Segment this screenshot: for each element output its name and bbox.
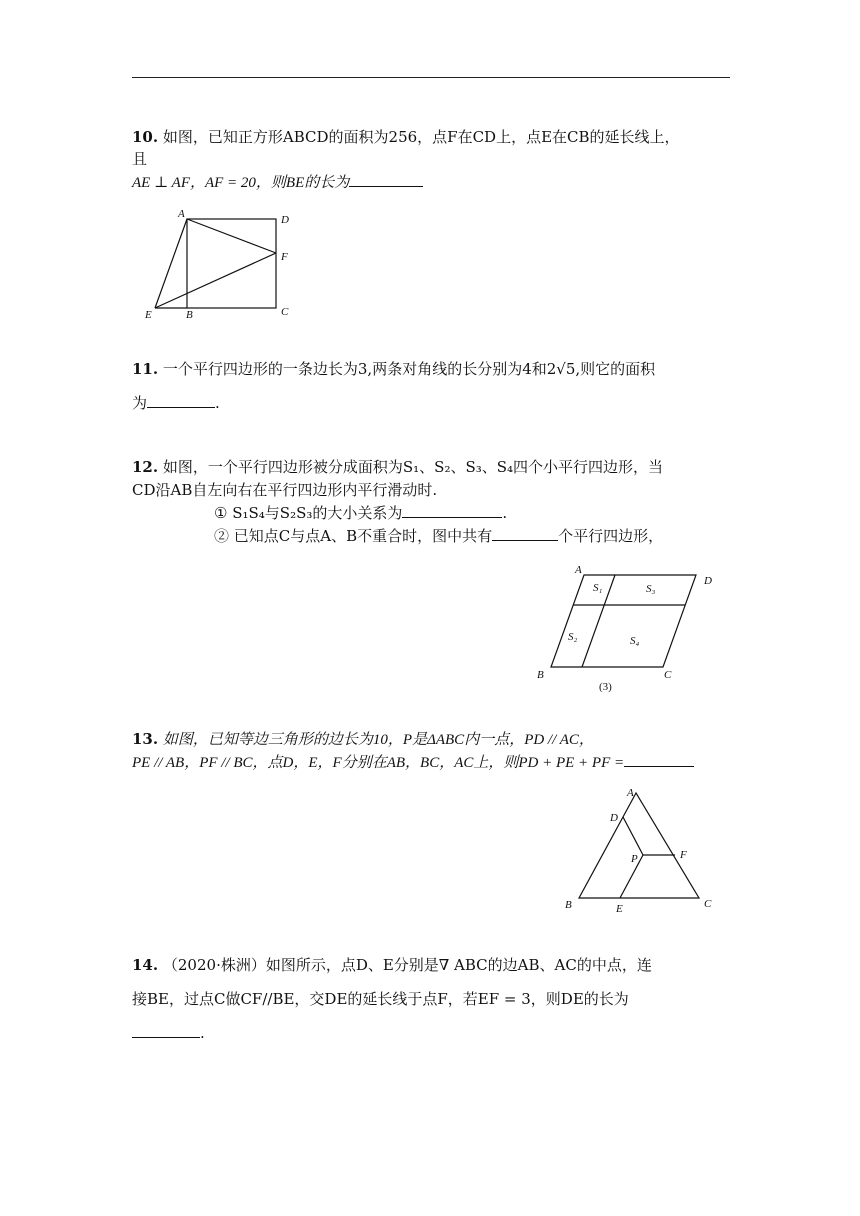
q10-figure-square	[140, 205, 300, 325]
q12-number: 12.	[132, 458, 159, 476]
q14-line1	[132, 954, 652, 976]
q12-label-s2: S₂	[568, 631, 578, 643]
q12-item-1	[214, 502, 507, 524]
q11-text-1-end: ,则它的面积	[575, 360, 656, 378]
q10-line2: 且	[132, 150, 148, 168]
q12-item-1-text: ① S₁S₄与S₂S₃的大小关系为	[214, 504, 403, 522]
q12-label-d: D	[704, 575, 712, 587]
q14-answer-blank[interactable]	[132, 1023, 200, 1038]
q12-line1	[132, 456, 663, 478]
q12-text-1: 如图，一个平行四边形被分成面积为S₁、S₂、S₃、S₄四个小平行四边形，当	[162, 458, 664, 476]
q12-label-s1: S₁	[593, 582, 603, 594]
q10-label-e: E	[145, 309, 152, 321]
q10-label-c: C	[281, 306, 289, 318]
q13-line1	[132, 728, 594, 751]
q12-figure-caption: (3)	[599, 681, 612, 693]
q14-number: 14.	[132, 956, 159, 974]
q13-label-b: B	[565, 899, 572, 911]
q11-line2	[132, 392, 220, 414]
q10-label-b: B	[186, 309, 193, 321]
q13-answer-blank[interactable]	[624, 752, 694, 767]
q11-text-2a: 为	[132, 394, 148, 412]
q12-label-c: C	[664, 669, 672, 681]
q11-sqrt: √5	[556, 360, 576, 378]
q12-label-s3: S₃	[646, 583, 656, 595]
header-rule	[132, 77, 730, 78]
q11-answer-blank[interactable]	[147, 393, 215, 408]
q13-number: 13.	[132, 730, 159, 748]
q10-line1	[132, 126, 680, 148]
q12-item-2	[214, 525, 663, 547]
q12-label-s4: S₄	[630, 635, 640, 647]
q12-label-a: A	[575, 564, 582, 576]
q10-answer-blank[interactable]	[349, 172, 423, 187]
q11-text-1: 一个平行四边形的一条边长为3,两条对角线的长分别为4和2	[162, 360, 557, 378]
q13-label-d: D	[610, 812, 618, 824]
q10-text-1: 如图，已知正方形ABCD的面积为256，点F在CD上，点E在CB的延长线上，	[162, 128, 680, 146]
q13-figure-triangle	[556, 780, 726, 920]
q10-number: 10.	[132, 128, 159, 146]
q11-line1	[132, 358, 655, 380]
q14-line2: 接BE，过点C做CF//BE，交DE的延长线于点F，若EF = 3，则DE的长为	[132, 990, 629, 1008]
q13-label-c: C	[704, 898, 712, 910]
q12-answer-blank-2[interactable]	[492, 526, 558, 541]
q13-label-e: E	[616, 903, 623, 915]
q13-label-p: P	[631, 853, 638, 865]
q10-label-f: F	[281, 251, 288, 263]
q12-item-1-end: .	[502, 504, 508, 522]
q13-label-f: F	[680, 849, 687, 861]
q12-label-b: B	[537, 669, 544, 681]
q12-line2: CD沿AB自左向右在平行四边形内平行滑动时.	[132, 481, 438, 499]
q11-text-2b: .	[215, 394, 220, 412]
q12-figure-parallelogram	[530, 560, 720, 695]
q10-line3	[132, 171, 423, 194]
q13-label-a: A	[627, 787, 634, 799]
q14-text-1: （2020·株洲）如图所示，点D、E分别是∇ ABC的边AB、AC的中点，连	[162, 956, 652, 974]
q12-item-2-text: ② 已知点C与点A、B不重合时，图中共有	[214, 527, 493, 545]
q10-text-3: AE ⊥ AF，AF = 20，则BE的长为	[132, 175, 350, 191]
q10-label-a: A	[178, 208, 185, 220]
q12-answer-blank-1[interactable]	[402, 503, 502, 518]
q11-number: 11.	[132, 360, 159, 378]
q14-line3	[132, 1022, 205, 1044]
q13-line2	[132, 751, 694, 774]
q13-text-2: PE // AB，PF // BC，点D，E，F分别在AB，BC，AC上，则PD + PE + PF =	[132, 755, 625, 771]
q14-text-3: .	[200, 1024, 205, 1042]
q13-text-1: 如图，已知等边三角形的边长为10，P是ΔABC内一点，PD // AC，	[162, 732, 594, 748]
q12-item-2-end: 个平行四边形，	[558, 527, 664, 545]
q10-label-d: D	[281, 214, 289, 226]
